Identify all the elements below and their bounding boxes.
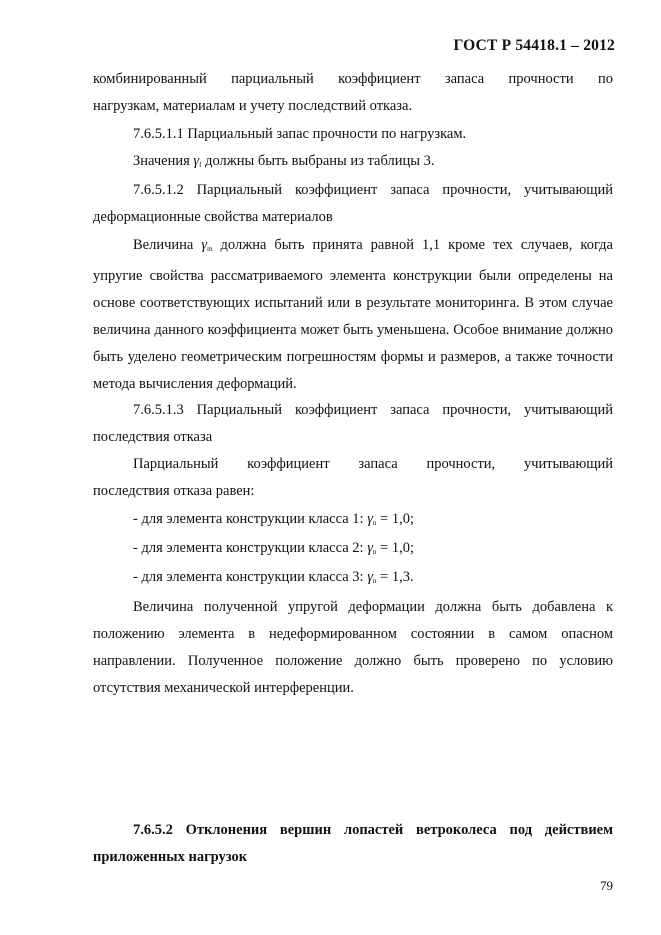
text-fragment: Величина — [133, 237, 202, 253]
text-fragment: должны быть выбраны из таблицы 3. — [201, 153, 435, 169]
text-fragment: Значения — [133, 153, 194, 169]
subscript: n — [372, 577, 377, 585]
paragraph-coefficient-line-2: последствия отказа равен: — [93, 483, 255, 499]
gamma-symbol: γ — [367, 511, 373, 527]
text-fragment: = 1,0; — [376, 511, 415, 527]
gamma-symbol: γ — [201, 237, 208, 253]
paragraph-7-6-5-1-2-line-2: деформационные свойства материалов — [93, 209, 333, 225]
gamma-symbol: γ — [193, 153, 200, 169]
text-fragment: = 1,0; — [376, 540, 415, 556]
text-fragment: - для элемента конструкции класса 1: — [133, 511, 368, 527]
list-item-class-3 — [133, 564, 414, 595]
subscript: n — [372, 548, 377, 556]
page-number: 79 — [600, 878, 613, 893]
subscript: f — [199, 161, 202, 169]
standard-header: ГОСТ Р 54418.1 – 2012 — [453, 37, 615, 54]
text-fragment: = 1,3. — [376, 569, 414, 585]
paragraph-7-6-5-1-3-line-1: 7.6.5.1.3 Парциальный коэффициент запаса прочности, учитывающий — [133, 402, 613, 418]
paragraph-7-6-5-1-2-line-1: 7.6.5.1.2 Парциальный коэффициент запаса прочности, учитывающий — [133, 182, 613, 198]
paragraph-gamma-f — [93, 148, 613, 179]
text-fragment: - для элемента конструкции класса 3: — [133, 569, 368, 585]
text-fragment: - для элемента конструкции класса 2: — [133, 540, 368, 556]
paragraph-coefficient-line-1: Парциальный коэффициент запаса прочности, учитывающий — [133, 456, 613, 472]
gamma-symbol: γ — [367, 540, 373, 556]
paragraph-7-6-5-1-1: 7.6.5.1.1 Парциальный запас прочности по нагрузкам. — [133, 126, 467, 142]
paragraph-1-line-2: нагрузкам, материалам и учету последствий отказа. — [93, 98, 413, 114]
text-fragment: должна быть принята равной 1,1 кроме тех случаев, когда упругие свойства рассматриваемого элемента конструкции были определены на основе соответствующих испытаний или в результате мониторинга. В этом случае величина данного коэффициента может быть уменьшена. Особое внимание должно быть уделено геометрическим погрешностям формы и размеров, а также точности метода вычисления деформаций. — [93, 237, 613, 392]
list-item-class-2 — [133, 535, 414, 566]
paragraph-elastic-deformation: Величина полученной упругой деформации должна быть добавлена к положению элемента в недеформированном состоянии в самом опасном направлении. Полученное положение должно быть проверено по условию отсутствия механической интерференции. — [93, 599, 613, 696]
section-heading-7-6-5-2: 7.6.5.2 Отклонения вершин лопастей ветроколеса под действием приложенных нагрузок — [93, 822, 613, 865]
subscript: m — [207, 245, 213, 253]
gamma-symbol: γ — [367, 569, 373, 585]
paragraph-1-line-1: комбинированный парциальный коэффициент запаса прочности по — [93, 71, 613, 87]
list-item-class-1 — [133, 506, 414, 537]
paragraph-gamma-m — [93, 232, 613, 398]
subscript: n — [372, 519, 377, 527]
paragraph-7-6-5-1-3-line-2: последствия отказа — [93, 429, 213, 445]
